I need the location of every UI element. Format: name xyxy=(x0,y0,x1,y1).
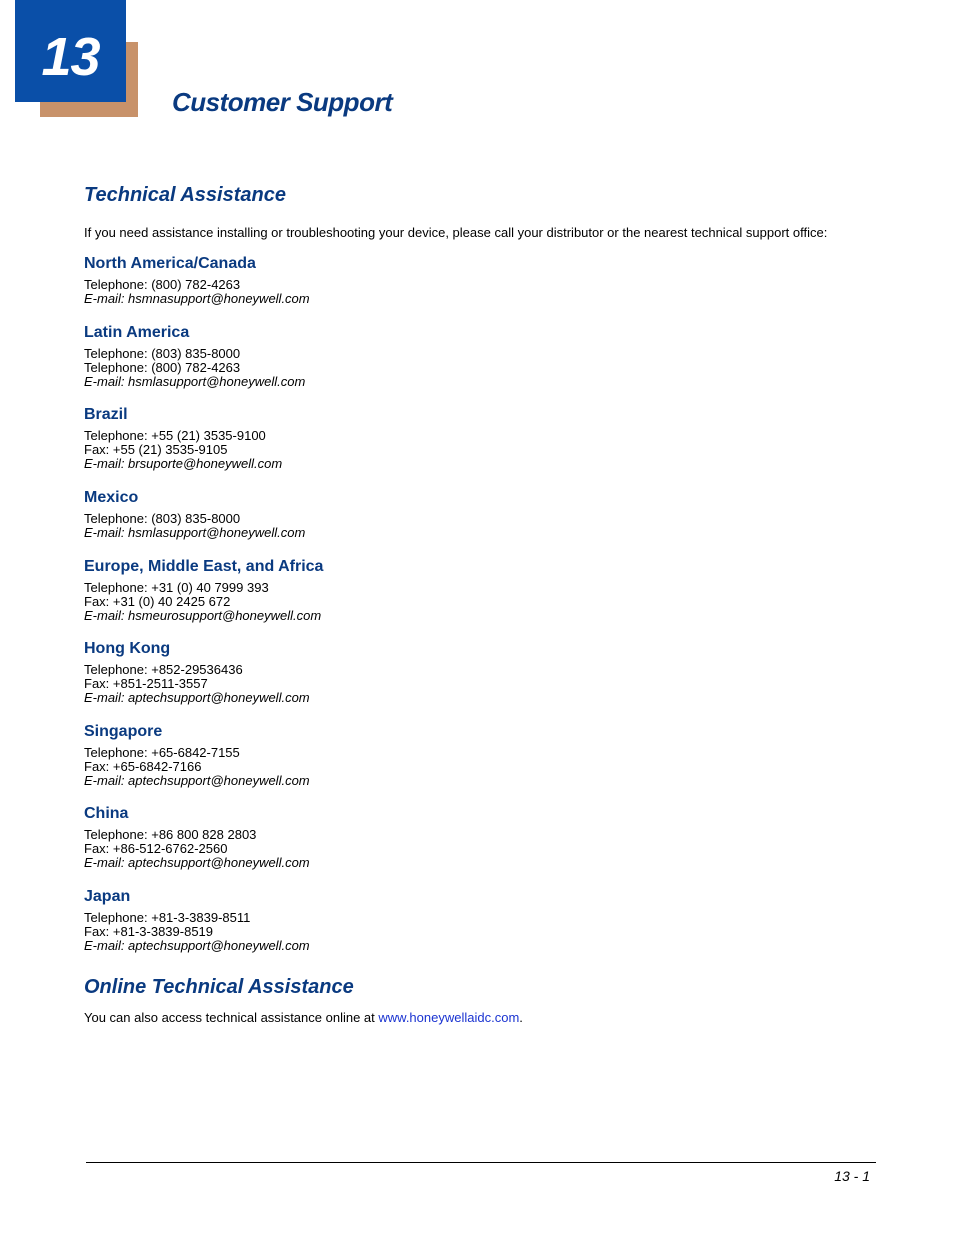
region-name: Singapore xyxy=(84,723,163,740)
region-mexico xyxy=(84,488,784,540)
region-singapore xyxy=(84,722,784,788)
chapter-number: 13 xyxy=(41,27,100,87)
region-fax: Fax: +851-2511-3557 xyxy=(84,676,208,691)
technical-assistance-intro: If you need assistance installing or troubleshooting your device, please call your distributor or the nearest technical support office: xyxy=(84,225,828,240)
region-china xyxy=(84,804,784,870)
region-email: E-mail: brsuporte@honeywell.com xyxy=(84,456,283,471)
region-name: Hong Kong xyxy=(84,640,171,657)
online-assistance-text-before: You can also access technical assistance online at xyxy=(84,1010,379,1025)
region-latin-america xyxy=(84,323,784,389)
online-assistance-text-after: . xyxy=(519,1010,523,1025)
region-email: E-mail: hsmnasupport@honeywell.com xyxy=(84,291,310,306)
region-fax: Fax: +55 (21) 3535-9105 xyxy=(84,442,228,457)
region-name: North America/Canada xyxy=(84,255,256,272)
region-phone: Telephone: +31 (0) 40 7999 393 xyxy=(84,580,269,595)
region-email: E-mail: aptechsupport@honeywell.com xyxy=(84,855,310,870)
region-name: Japan xyxy=(84,888,131,905)
region-fax: Fax: +86-512-6762-2560 xyxy=(84,841,228,856)
region-email: E-mail: aptechsupport@honeywell.com xyxy=(84,938,310,953)
region-japan xyxy=(84,887,784,953)
footer-divider xyxy=(86,1162,876,1163)
honeywell-website-link[interactable]: www.honeywellaidc.com xyxy=(378,1010,520,1025)
region-hong-kong xyxy=(84,639,784,705)
chapter-title: Customer Support xyxy=(172,87,393,117)
region-fax: Fax: +81-3-3839-8519 xyxy=(84,924,214,939)
region-north-america xyxy=(84,254,784,306)
technical-assistance-heading: Technical Assistance xyxy=(84,184,286,206)
region-fax: Fax: +65-6842-7166 xyxy=(84,759,202,774)
region-email: E-mail: aptechsupport@honeywell.com xyxy=(84,690,310,705)
online-assistance-heading: Online Technical Assistance xyxy=(84,976,354,998)
region-phone: Telephone: +852-29536436 xyxy=(84,662,243,677)
region-email: E-mail: aptechsupport@honeywell.com xyxy=(84,773,310,788)
region-email: E-mail: hsmlasupport@honeywell.com xyxy=(84,525,306,540)
region-emea xyxy=(84,557,784,623)
region-name: Brazil xyxy=(84,406,128,423)
region-phone: Telephone: (803) 835-8000 xyxy=(84,346,241,361)
region-phone: Telephone: +86 800 828 2803 xyxy=(84,827,257,842)
region-phone: Telephone: (800) 782-4263 xyxy=(84,360,241,375)
region-phone: Telephone: +65-6842-7155 xyxy=(84,745,240,760)
region-phone: Telephone: +81-3-3839-8511 xyxy=(84,910,251,925)
region-phone: Telephone: (803) 835-8000 xyxy=(84,511,241,526)
region-name: China xyxy=(84,805,129,822)
region-brazil xyxy=(84,405,784,471)
region-name: Latin America xyxy=(84,324,190,341)
page-number: 13 - 1 xyxy=(834,1168,870,1184)
region-fax: Fax: +31 (0) 40 2425 672 xyxy=(84,594,231,609)
region-email: E-mail: hsmeurosupport@honeywell.com xyxy=(84,608,322,623)
region-phone: Telephone: (800) 782-4263 xyxy=(84,277,241,292)
region-phone: Telephone: +55 (21) 3535-9100 xyxy=(84,428,266,443)
region-name: Europe, Middle East, and Africa xyxy=(84,558,324,575)
region-name: Mexico xyxy=(84,489,139,506)
region-email: E-mail: hsmlasupport@honeywell.com xyxy=(84,374,306,389)
online-assistance-text xyxy=(84,1010,523,1026)
